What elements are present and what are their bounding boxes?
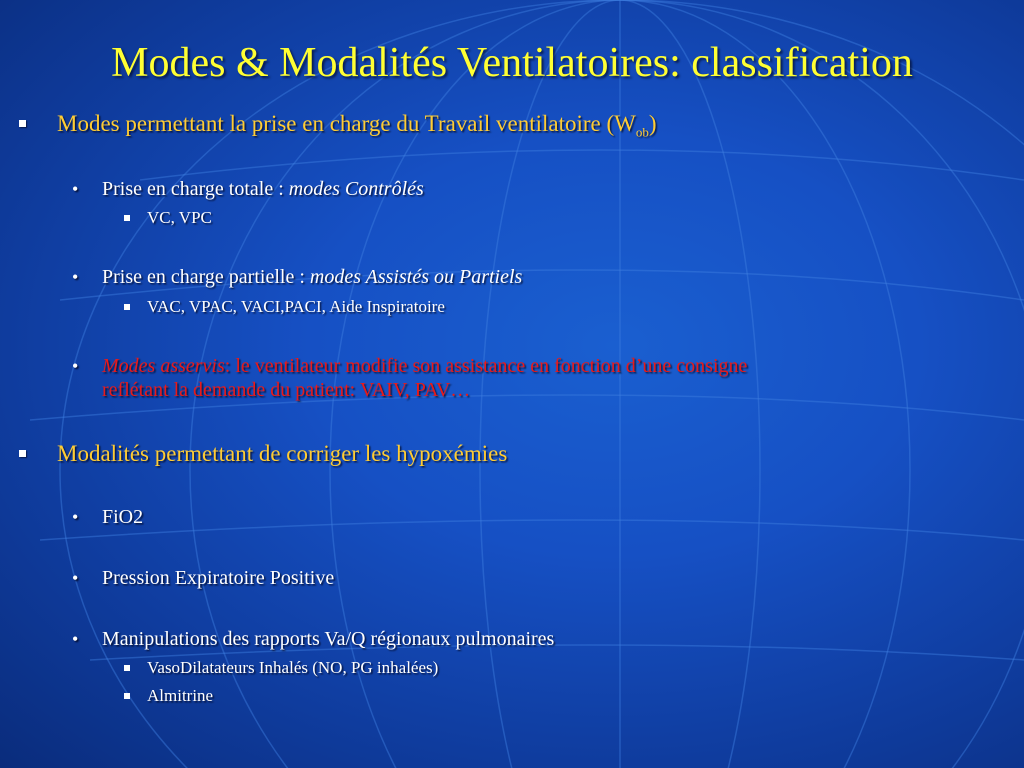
list-item-partielle (72, 265, 523, 289)
bullet-dot-icon: • (72, 629, 79, 649)
item-text-line1: : le ventilateur modifie son assistance en fonction d’une consigne (224, 355, 748, 377)
square-bullet-icon (124, 304, 130, 310)
list-item-total (72, 177, 424, 201)
sub-item-almitrine (147, 685, 213, 707)
square-bullet-icon (19, 450, 26, 457)
section1-heading (57, 110, 657, 147)
sub-item-text: VC, VPC (147, 208, 212, 227)
list-item-vaq (72, 627, 555, 651)
square-bullet-icon (124, 215, 130, 221)
item-text: Pression Expiratoire Positive (102, 567, 335, 589)
square-bullet-icon (19, 120, 26, 127)
list-item-asservis (72, 354, 748, 402)
bullet-dot-icon: • (72, 179, 79, 199)
item-emphasis: Modes asservis (102, 355, 225, 377)
item-text-line2: reflétant la demande du patient: VAIV, PAV… (102, 379, 471, 401)
item-text: Prise en charge partielle : (102, 266, 310, 288)
section1-label-sub: ob (635, 124, 649, 140)
item-text: Manipulations des rapports Va/Q régionaux pulmonaires (102, 628, 555, 650)
section2-heading (57, 440, 507, 468)
sub-item-text: VasoDilatateurs Inhalés (NO, PG inhalées) (147, 658, 439, 677)
sub-item-vc (147, 207, 212, 229)
sub-item-vasodilatateurs (147, 657, 438, 679)
item-emphasis: modes Contrôlés (288, 178, 424, 200)
item-emphasis: modes Assistés ou Partiels (309, 266, 523, 288)
bullet-dot-icon: • (72, 356, 79, 376)
bullet-dot-icon: • (72, 507, 79, 527)
sub-item-vac (147, 296, 445, 318)
item-text: FiO2 (102, 506, 144, 528)
sub-item-text: VAC, VPAC, VACI,PACI, Aide Inspiratoire (147, 297, 445, 316)
bullet-dot-icon: • (72, 267, 79, 287)
square-bullet-icon (124, 693, 130, 699)
square-bullet-icon (124, 665, 130, 671)
slide-title: Modes & Modalités Ventilatoires: classification (111, 40, 913, 86)
sub-item-text: Almitrine (147, 686, 214, 705)
section2-label: Modalités permettant de corriger les hypoxémies (57, 441, 508, 466)
list-item-fio2 (72, 505, 144, 529)
section1-label-a: Modes permettant la prise en charge du Travail ventilatoire (W (57, 111, 636, 136)
list-item-pep (72, 566, 335, 590)
item-text: Prise en charge totale : (102, 178, 289, 200)
bullet-dot-icon: • (72, 568, 79, 588)
section1-label-b: ) (648, 111, 657, 136)
